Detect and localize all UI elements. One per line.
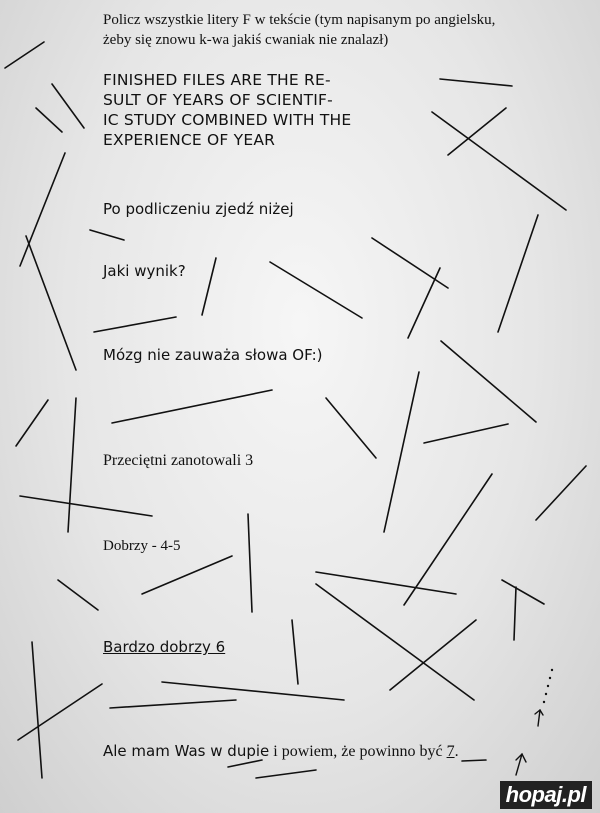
puzzle-line: FINISHED FILES ARE THE RE-: [103, 71, 331, 89]
puzzle-line: IC STUDY COMBINED WITH THE: [103, 111, 352, 129]
final-part: że powinno być: [341, 743, 447, 760]
puzzle-line: SULT OF YEARS OF SCIENTIF-: [103, 91, 333, 109]
scroll-hint: Po podliczeniu zjedź niżej: [103, 200, 294, 218]
good-score: Dobrzy - 4-5: [103, 538, 181, 554]
final-part: Ale mam Was w: [103, 742, 228, 760]
final-part: i powiem,: [269, 743, 342, 760]
result-question: Jaki wynik?: [103, 262, 186, 280]
intro-text: [103, 10, 495, 50]
final-punchline: [103, 742, 459, 761]
brain-note: Mózg nie zauważa słowa OF:): [103, 346, 323, 364]
final-answer: 7: [446, 743, 455, 760]
final-part: dupie: [227, 742, 270, 760]
intro-line-1: Policz wszystkie litery F w tekście (tym napisanym po angielsku,: [103, 12, 496, 28]
intro-line-2: żeby się znowu k-wa jakiś cwaniak nie znalazł): [103, 32, 389, 48]
site-logo: hopaj.pl: [500, 781, 592, 809]
puzzle-text: [103, 70, 351, 150]
average-score: Przeciętni zanotowali 3: [103, 452, 254, 469]
very-good-score: Bardzo dobrzy 6: [103, 638, 226, 656]
puzzle-line: EXPERIENCE OF YEAR: [103, 131, 276, 149]
final-part: .: [454, 743, 459, 760]
